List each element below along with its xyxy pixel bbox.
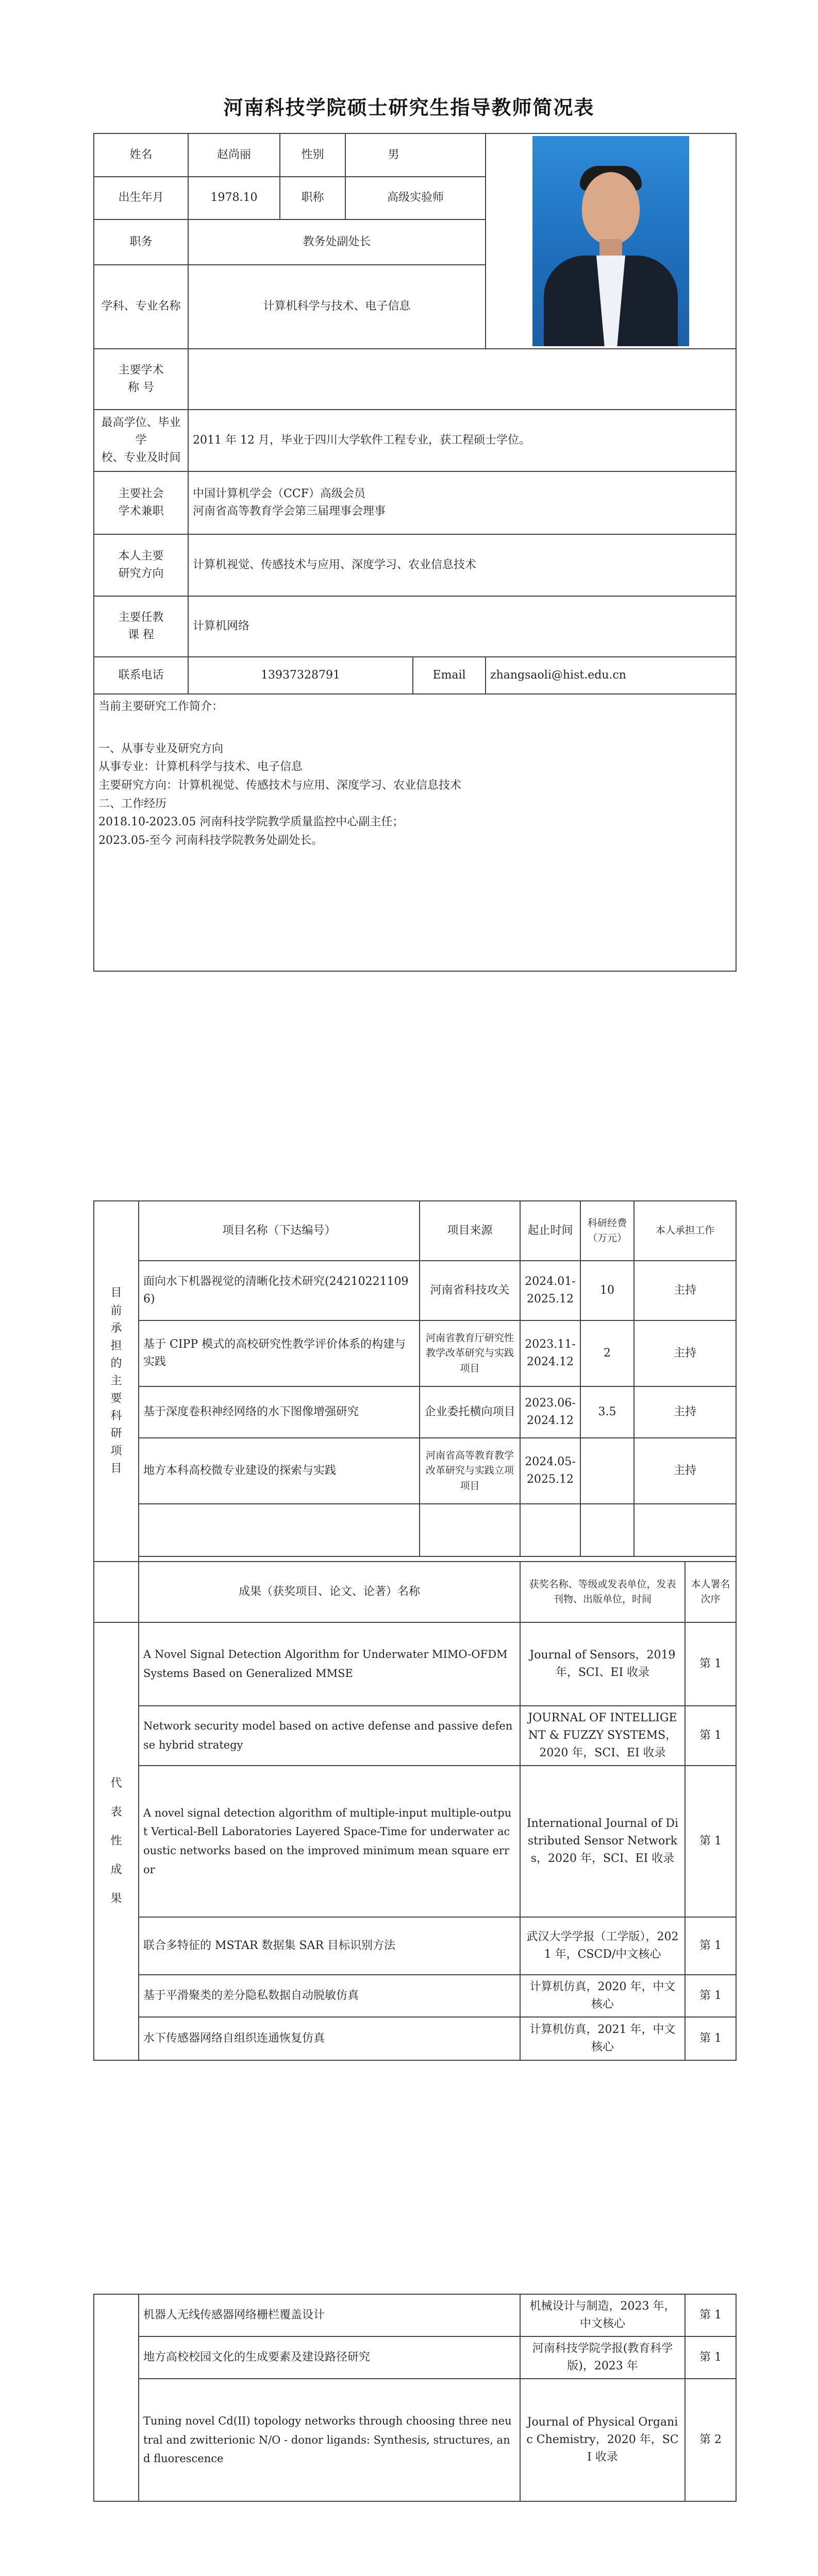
degree-label [94, 410, 188, 471]
table-row [94, 1706, 736, 1766]
side-char: 主 [110, 1374, 122, 1387]
project-period: 2024.01-2025.12 [520, 1261, 580, 1320]
achievement-name: Tuning novel Cd(II) topology networks through choosing three neutral and zwitterionic N/O - donor ligands: Synthesis, structures, and fluorescence [139, 2379, 520, 2501]
research-label [94, 534, 188, 596]
intro-line: 2018.10-2023.05 河南科技学院教学质量监控中心副主任； [98, 816, 404, 829]
discipline-label: 学科、专业名称 [94, 265, 188, 349]
intro-line: 主要研究方向：计算机视觉、传感技术与应用、深度学习、农业信息技术 [98, 778, 462, 792]
side-char: 目 [110, 1286, 122, 1300]
academic-title-value [188, 349, 736, 410]
project-name: 地方本科高校微专业建设的探索与实践 [139, 1438, 420, 1504]
project-source: 企业委托横向项目 [420, 1386, 520, 1438]
email-label: Email [413, 657, 486, 694]
achievements-header-info: 获奖名称、等级或发表单位，发表刊物、出版单位，时间 [520, 1562, 685, 1622]
table-row [94, 1320, 736, 1386]
table-row [94, 2017, 736, 2060]
achievement-info: Journal of Sensors，2019 年，SCI、EI 收录 [520, 1622, 685, 1706]
achievement-rank: 第 1 [685, 1622, 736, 1706]
side-char: 成 [110, 1863, 122, 1877]
research-table [93, 1200, 737, 2061]
research-label-1: 本人主要 [118, 549, 164, 563]
table-row [94, 1386, 736, 1438]
society-label-2: 学术兼职 [118, 505, 164, 518]
intro-line: 2023.05-至今 河南科技学院教务处副处长。 [98, 834, 323, 847]
achievement-rank: 第 1 [685, 2336, 736, 2379]
side-char: 果 [110, 1892, 122, 1906]
achievement-info: Journal of Physical Organic Chemistry，2020 年，SCI 收录 [520, 2379, 685, 2501]
table-row [94, 1438, 736, 1504]
achievement-name: 地方高校校园文化的生成要素及建设路径研究 [139, 2336, 520, 2379]
achievement-name: 联合多特征的 MSTAR 数据集 SAR 目标识别方法 [139, 1917, 520, 1975]
society-value [188, 471, 736, 534]
empty-cell [634, 1504, 736, 1556]
side-char: 担 [110, 1339, 122, 1352]
project-role: 主持 [634, 1438, 736, 1504]
achievement-rank: 第 1 [685, 1706, 736, 1766]
achievement-info: JOURNAL OF INTELLIGENT & FUZZY SYSTEMS，2020 年，SCI、EI 收录 [520, 1706, 685, 1766]
research-label-2: 研究方向 [118, 567, 164, 580]
duty-label: 职务 [94, 219, 188, 265]
courses-label-2: 课 程 [128, 629, 154, 641]
table-row [94, 1261, 736, 1320]
projects-header-role: 本人承担工作 [634, 1201, 736, 1261]
project-period: 2024.05-2025.12 [520, 1438, 580, 1504]
birth-label: 出生年月 [94, 177, 188, 220]
achievements-header-name: 成果（获奖项目、论文、论著）名称 [139, 1562, 520, 1622]
phone-label: 联系电话 [94, 657, 188, 694]
project-name: 基于深度卷积神经网络的水下图像增强研究 [139, 1386, 420, 1438]
project-source: 河南省教育厅研究性教学改革研究与实践项目 [420, 1320, 520, 1386]
empty-cell [139, 1556, 736, 1562]
phone-value: 13937328791 [188, 657, 413, 694]
side-char: 承 [110, 1321, 122, 1335]
project-role: 主持 [634, 1386, 736, 1438]
achievements-side-label [94, 1622, 139, 2060]
side-char: 研 [110, 1427, 122, 1440]
gender-label: 性别 [280, 133, 345, 177]
achievement-name: Network security model based on active defense and passive defense hybrid strategy [139, 1706, 520, 1766]
side-char: 的 [110, 1357, 122, 1370]
achievement-info: 河南科技学院学报(教育科学版)，2023 年 [520, 2336, 685, 2379]
achievement-rank: 第 1 [685, 2017, 736, 2060]
achievement-name: 水下传感器网络自组织连通恢复仿真 [139, 2017, 520, 2060]
society-line-1: 中国计算机学会（CCF）高级会员 [193, 487, 365, 500]
table-row [94, 1622, 736, 1706]
table-row [94, 2336, 736, 2379]
empty-cell [420, 1504, 520, 1556]
gender-text: 男 [388, 148, 399, 161]
name-label: 姓名 [94, 133, 188, 177]
achievements-header-rank: 本人署名次序 [685, 1562, 736, 1622]
empty-cell [580, 1504, 634, 1556]
projects-header-period: 起止时间 [520, 1201, 580, 1261]
profile-table [93, 133, 737, 972]
project-funds: 2 [580, 1320, 634, 1386]
intro-heading: 当前主要研究工作简介： [98, 700, 224, 713]
side-char: 表 [110, 1805, 122, 1819]
side-char: 代 [110, 1776, 122, 1790]
achievement-info: 机械设计与制造，2023 年，中文核心 [520, 2294, 685, 2336]
courses-value: 计算机网络 [188, 596, 736, 657]
project-funds: 3.5 [580, 1386, 634, 1438]
discipline-value: 计算机科学与技术、电子信息 [188, 265, 486, 349]
duty-value: 教务处副处长 [188, 219, 486, 265]
project-name: 基于 CIPP 模式的高校研究性教学评价体系的构建与实践 [139, 1320, 420, 1386]
society-line-2: 河南省高等教育学会第三届理事会理事 [193, 505, 386, 518]
empty-cell [520, 1504, 580, 1556]
project-period: 2023.06-2024.12 [520, 1386, 580, 1438]
achievement-rank: 第 1 [685, 2294, 736, 2336]
project-role: 主持 [634, 1320, 736, 1386]
empty-cell [94, 1562, 139, 1622]
side-char: 要 [110, 1392, 122, 1405]
society-label [94, 471, 188, 534]
table-row [94, 1504, 736, 1556]
intro-line: 一、从事专业及研究方向 [98, 742, 224, 755]
achievement-rank: 第 1 [685, 1917, 736, 1975]
achievement-info: 计算机仿真，2021 年，中文核心 [520, 2017, 685, 2060]
empty-cell [139, 1504, 420, 1556]
intro-line: 从事专业：计算机科学与技术、电子信息 [98, 760, 303, 774]
degree-label-2: 校、专业及时间 [101, 451, 181, 465]
project-source: 河南省科技攻关 [420, 1261, 520, 1320]
projects-header-name: 项目名称（下达编号） [139, 1201, 420, 1261]
table-row [94, 1975, 736, 2017]
degree-label-1: 最高学位、毕业学 [101, 416, 181, 447]
achievement-info: 武汉大学学报（工学版），2021 年，CSCD/中文核心 [520, 1917, 685, 1975]
academic-title-label-2: 称 号 [128, 381, 154, 394]
table-row [94, 1766, 736, 1917]
empty-cell [94, 2294, 139, 2501]
side-char: 性 [110, 1834, 122, 1848]
projects-header-source: 项目来源 [420, 1201, 520, 1261]
courses-label [94, 596, 188, 657]
society-label-1: 主要社会 [118, 487, 164, 500]
courses-label-1: 主要任教 [118, 611, 164, 624]
intro-line: 二、工作经历 [98, 797, 167, 810]
side-char: 目 [110, 1462, 122, 1476]
achievement-name: 基于平滑聚类的差分隐私数据自动脱敏仿真 [139, 1975, 520, 2017]
side-char: 科 [110, 1410, 122, 1423]
birth-value: 1978.10 [188, 177, 280, 220]
photo-cell [486, 133, 736, 349]
achievement-name: A novel signal detection algorithm of multiple-input multiple-output Vertical-Bell Laboratories Layered Space-Time for underwater acoustic networks based on the improved minimum mean square error [139, 1766, 520, 1917]
projects-header-funds: 科研经费（万元） [580, 1201, 634, 1261]
page-title: 河南科技学院硕士研究生指导教师简况表 [223, 96, 595, 119]
table-row [94, 1917, 736, 1975]
rank-label: 职称 [280, 177, 345, 220]
project-period: 2023.11-2024.12 [520, 1320, 580, 1386]
achievement-rank: 第 1 [685, 1975, 736, 2017]
achievement-info: International Journal of Distributed Sensor Networks，2020 年，SCI、EI 收录 [520, 1766, 685, 1917]
gender-value [345, 133, 486, 177]
achievements-continued-table [93, 2294, 737, 2502]
achievement-rank: 第 2 [685, 2379, 736, 2501]
academic-title-label [94, 349, 188, 410]
project-funds [580, 1438, 634, 1504]
projects-side-label [94, 1201, 139, 1562]
achievement-name: A Novel Signal Detection Algorithm for Underwater MIMO-OFDM Systems Based on Generalized MMSE [139, 1622, 520, 1706]
name-value: 赵尚丽 [188, 133, 280, 177]
achievement-info: 计算机仿真，2020 年，中文核心 [520, 1975, 685, 2017]
project-funds: 10 [580, 1261, 634, 1320]
table-row [94, 2294, 736, 2336]
achievement-rank: 第 1 [685, 1766, 736, 1917]
rank-value: 高级实验师 [345, 177, 486, 220]
research-value: 计算机视觉、传感技术与应用、深度学习、农业信息技术 [188, 534, 736, 596]
side-char: 前 [110, 1304, 122, 1317]
project-role: 主持 [634, 1261, 736, 1320]
portrait-photo [532, 136, 689, 346]
achievement-name: 机器人无线传感器网络栅栏覆盖设计 [139, 2294, 520, 2336]
project-name: 面向水下机器视觉的清晰化技术研究(242102211096) [139, 1261, 420, 1320]
table-row [94, 2379, 736, 2501]
side-char: 项 [110, 1445, 122, 1458]
research-intro [94, 694, 736, 971]
academic-title-label-1: 主要学术 [118, 363, 164, 377]
email-value: zhangsaoli@hist.edu.cn [486, 657, 736, 694]
project-source: 河南省高等教育教学改革研究与实践立项项目 [420, 1438, 520, 1504]
degree-value: 2011 年 12 月，毕业于四川大学软件工程专业，获工程硕士学位。 [188, 410, 736, 471]
